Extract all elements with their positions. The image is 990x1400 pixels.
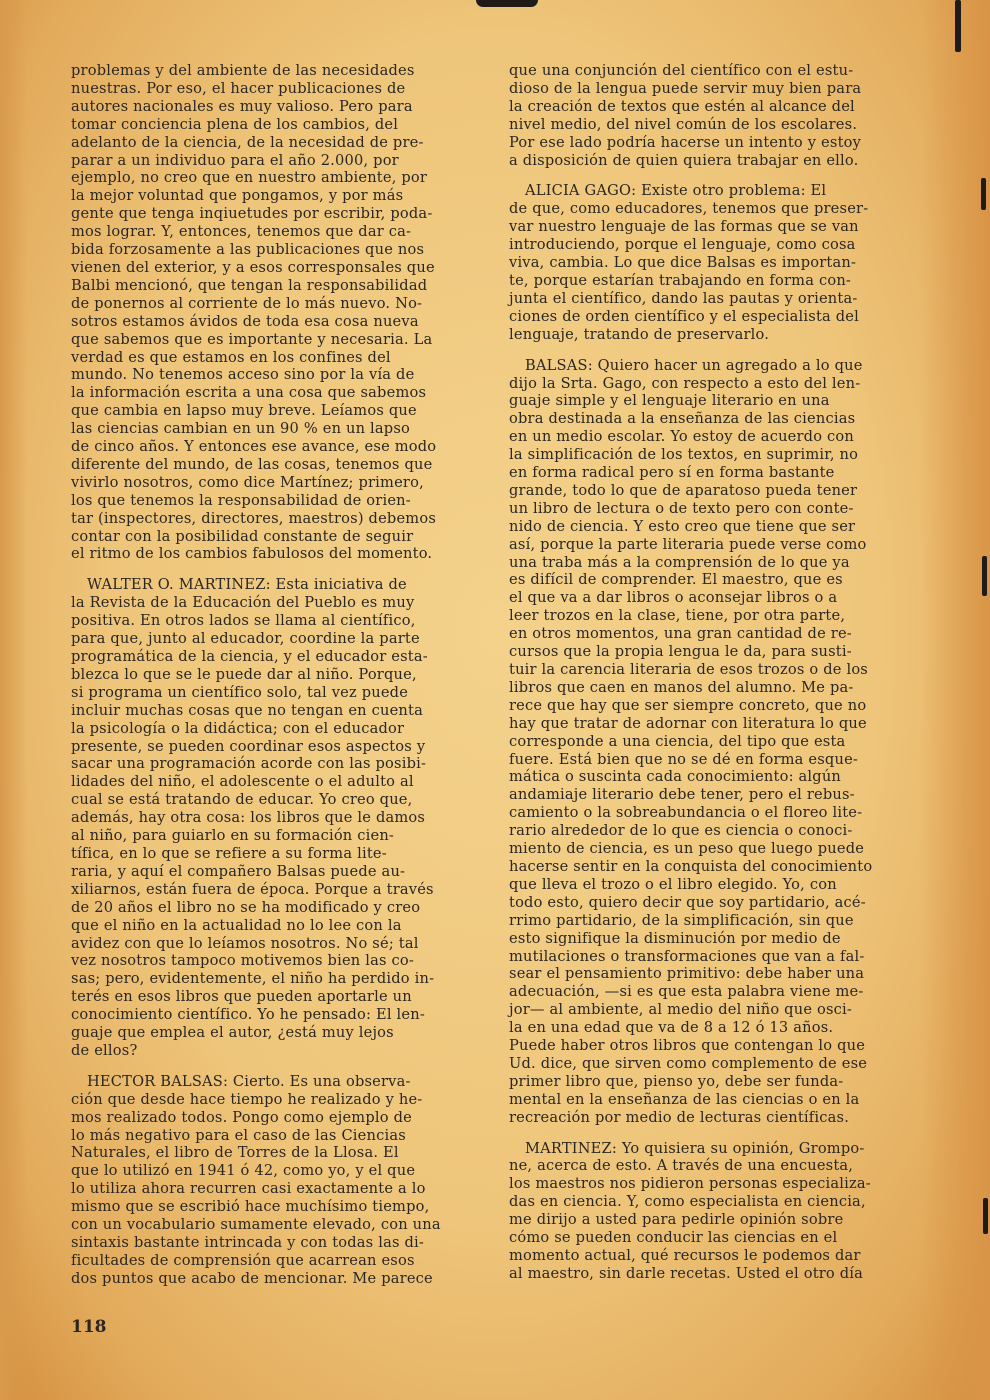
paragraph: que una conjunción del científico con el estu- dioso de la lengua puede servir muy bien para la creación de textos que estén al alcance del nivel medio, del nivel común de los escolares. Por ese lado podría hacerse un intento y estoy a disposición de quien quiera trabajar en ello. (509, 62, 862, 169)
paragraph-balsas: BALSAS: Quiero hacer un agregado a lo que dijo la Srta. Gago, con respecto a esto del len- guaje simple y el lenguaje literario en una obra destinada a la enseñanza de las ciencias en un medio escolar. Yo estoy de acuerdo con la simplificación de los textos, en suprimir, no en forma radical pero sí en forma bastante grande, todo lo que de aparatoso pueda tener un libro de lectura o de texto pero con conte- nido de ciencia. Y esto creo que tiene que ser así, porque la parte literaria puede verse como una traba más a la comprensión de lo que ya es difícil de comprender. El maestro, que es el que va a dar libros o aconsejar libros o a leer trozos en la clase, tiene, por otra parte, en otros momentos, una gran cantidad de re- cursos que la propia lengua le da, para susti- tuir la carencia literaria de esos trozos o de los libros que caen en manos del alumno. Me pa- rece que hay que ser siempre concreto, que no hay que tratar de adornar con literatura lo que corresponde a una ciencia, del tipo que esta fuere. Está bien que no se dé en forma esque- mática o suscinta cada conocimiento: algún andamiaje literario debe tener, pero el rebus- camiento o la sobreabundancia o el floreo lite- rario alrededor de lo que es ciencia o conoci- miento de ciencia, es un peso que luego puede hacerse sentir en la conquista del conocimiento que lleva el trozo o el libro elegido. Yo, con todo esto, quiero decir que soy partidario, acé- rrimo partidario, de la simplificación, sin que esto signifique la disminución por medio de mutilaciones o transformaciones que van a fal- sear el pensamiento primitivo: debe haber una adecuación, —si es que esta palabra viene me- jor— al ambiente, al medio del niño que osci- la en una edad que va de 8 a 12 ó 13 años. Puede haber otros libros que contengan lo que Ud. dice, que sirven como complemento de ese primer libro que, pienso yo, debe ser funda- mental en la enseñanza de las ciencias o en la recreación por medio de lecturas científicas. (509, 356, 873, 1126)
paragraph-walter-martinez: WALTER O. MARTINEZ: Esta iniciativa de la Revista de la Educación del Pueblo es muy positiva. En otros lados se llama al científico, para que, junto al educador, coordine la parte programática de la ciencia, y el educador esta- blezca lo que se le puede dar al niño. Porque, si programa un científico solo, tal vez puede incluir muchas cosas que no tengan en cuenta la psicología o la didáctica; con el educador presente, se pueden coordinar esos aspectos y sacar una programación acorde con las posibi- lidades del niño, el adolescente o el adulto al cual se está tratando de educar. Yo creo que, además, hay otra cosa: los libros que le damos al niño, para guiarlo en su formación cien- tífica, en lo que se refiere a su forma lite- raria, y aquí el compañero Balsas puede au- xiliarnos, están fuera de época. Porque a través de 20 años el libro no se ha modificado y creo que el niño en la actualidad no lo lee con la avidez con que lo leíamos nosotros. No sé; tal vez nosotros tampoco motivemos bien las co- sas; pero, evidentemente, el niño ha perdido in- terés en esos libros que pueden aportarle un conocimiento científico. Yo he pensado: El len- guaje que emplea el autor, ¿está muy lejos de ellos? (71, 576, 435, 1059)
paragraph-alicia-gago: ALICIA GAGO: Existe otro problema: El de que, como educadores, tenemos que preser- var nuestro lenguaje de las formas que se van introduciendo, porque el lenguaje, como cosa viva, cambia. Lo que dice Balsas es importan- te, porque estarían trabajando en forma con- junta el científico, dando las pautas y orienta- ciones de orden científico y el especialista del lenguaje, tratando de preservarlo. (509, 182, 869, 343)
right-column (509, 62, 895, 1296)
ink-mark-right-bottom (983, 1198, 988, 1234)
page-number: 118 (71, 1317, 107, 1337)
ink-mark-top (476, 0, 538, 7)
left-column (71, 62, 457, 1301)
paragraph-hector-balsas: HECTOR BALSAS: Cierto. Es una observa- ción que desde hace tiempo he realizado y he- mos realizado todos. Pongo como ejemplo de lo más negativo para el caso de las Ciencias Naturales, el libro de Torres de la Llosa. El que lo utilizó en 1941 ó 42, como yo, y el que lo utiliza ahora recurren casi exactamente a lo mismo que se escribió hace muchísimo tiempo, con un vocabulario sumamente elevado, con una sintaxis bastante intrincada y con todas las di- ficultades de comprensión que acarrean esos dos puntos que acabo de mencionar. Me parece (71, 1072, 441, 1287)
paragraph: problemas y del ambiente de las necesidades nuestras. Por eso, el hacer publicaciones de autores nacionales es muy valioso. Pero para tomar conciencia plena de los cambios, del adelanto de la ciencia, de la necesidad de pre- parar a un individuo para el año 2.000, por ejemplo, no creo que en nuestro ambiente, por la mejor voluntad que pongamos, y por más gente que tenga inqiuetudes por escribir, poda- mos lograr. Y, entonces, tenemos que dar ca- bida forzosamente a las publicaciones que nos vienen del exterior, y a esos corresponsales que Balbi mencionó, que tengan la responsabilidad de ponernos al corriente de lo más nuevo. No- sotros estamos ávidos de toda esa cosa nueva que sabemos que es importante y necesaria. La verdad es que estamos en los confines del mundo. No tenemos acceso sino por la vía de la información escrita a una cosa que sabemos que cambia en lapso muy breve. Leíamos que las ciencias cambian en un 90 % en un lapso de cinco años. Y entonces ese avance, ese modo diferente del mundo, de las cosas, tenemos que vivirlo nosotros, como dice Martínez; primero, los que tenemos la responsabilidad de orien- tar (inspectores, directores, maestros) debemos contar con la posibilidad constante de seguir el ritmo de los cambios fabulosos del momento. (71, 62, 437, 563)
ink-mark-right-lower (982, 556, 987, 596)
ink-mark-right-middle (981, 178, 986, 210)
ink-mark-right-top (955, 0, 961, 52)
page-edge-shadow-left (0, 0, 28, 1400)
page-edge-shadow-right (920, 0, 990, 1400)
paragraph-martinez: MARTINEZ: Yo quisiera su opinión, Grompo- ne, acerca de esto. A través de una encuesta, los maestros nos pidieron personas especializa- das en ciencia. Y, como especialista en ciencia, me dirijo a usted para pedirle opinión sobre cómo se pueden conducir las ciencias en el momento actual, qué recursos le podemos dar al maestro, sin darle recetas. Usted el otro día (509, 1139, 871, 1282)
